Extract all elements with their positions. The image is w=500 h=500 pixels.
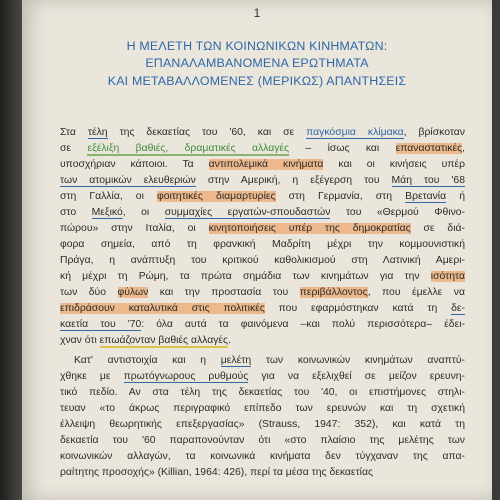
- text-line: στο Μεξικό, οι συμμαχίες εργατών-σπουδαστών του «Θερμού Φθινο-: [60, 207, 465, 218]
- book-page: [22, 0, 492, 500]
- text-line: καετία του '70: όλα αυτά τα φαινόμενα –και πολύ περισσότερα– έδει-: [60, 319, 465, 330]
- chapter-title-line-3: ΚΑΙ ΜΕΤΑΒΑΛΛΟΜΕΝΕΣ (ΜΕΡΙΚΩΣ) ΑΠΑΝΤΗΣΕΙΣ: [107, 74, 407, 88]
- text-line: κοινωνικών αλλαγών, τα κοινωνικά κινήματα δεν τύγχαναν της απα-: [60, 451, 465, 462]
- text-line: χναν ότι επωάζονταν βαθιές αλλαγές.: [60, 335, 231, 346]
- text-line: επιδράσουν καταλυτικά στις πολιτικές που εφαρμόστηκαν κατά τη δε-: [60, 303, 465, 314]
- text-line: φορα σημεία, από τη φρανκική Μαδρίτη μέχρι την κομμουνιστική: [60, 239, 465, 250]
- text-line: χθηκε με πρωτόγνωρους ρυθμούς για να εξελιχθεί σε μείζον ερευνη-: [60, 371, 465, 382]
- text-line: τευαν «το άκρως περιγραφικό επίπεδο των ερευνών και τη σχετική: [60, 403, 465, 414]
- text-line: δεκαετία του '60 παραπονούνταν ότι «στο πλαίσιο της μελέτης των: [60, 435, 465, 446]
- text-line: στη Γαλλία, οι φοιτητικές διαμαρτυρίες στη Γερμανία, στη Βρετανία ή: [60, 191, 465, 202]
- chapter-title-line-2: ΕΠΑΝΑΛΑΜΒΑΝΟΜΕΝΑ ΕΡΩΤΗΜΑΤΑ: [145, 56, 369, 70]
- text-line: των δύο φύλων και την προστασία του περιβάλλοντος, που έμελλε να: [60, 287, 465, 298]
- text-line: σε εξέλιξη βαθιές, δραματικές αλλαγές – ίσως και επαναστατικές,: [60, 143, 465, 154]
- text-line: Πράγα, η ανάπτυξη του κριτικού καθολικισμού στη Λατινική Αμερι-: [60, 255, 465, 266]
- book-spine-shadow: [0, 0, 22, 500]
- text-line: των ατομικών ελευθεριών στην Αμερική, η εξέγερση του Μάη του '68: [60, 175, 465, 186]
- text-line: Κατ' αντιστοιχία και η μελέτη των κοινωνικών κινημάτων αναπτύ-: [74, 355, 465, 366]
- text-line: τικό πεδίο. Αν στα τέλη της δεκαετίας του '40, οι επιστήμονες στηλι-: [60, 387, 465, 398]
- text-line: Στα τέλη της δεκαετίας του '60, και σε παγκόσμια κλίμακα, βρίσκοταν: [60, 127, 465, 138]
- text-line: υποσχήριαν κάποιοι. Τα αντιπολεμικά κινήματα και οι κινήσεις υπέρ: [60, 159, 465, 170]
- page-number: 1: [253, 6, 261, 20]
- text-line: κή μέχρι τη Ρώμη, τα πρώτα σημάδια των κινημάτων για την ισότητα: [60, 271, 465, 282]
- text-line: ραίτητης προσοχής» (Killian, 1964: 426), περί τα μέσα της δεκαετίας: [60, 467, 373, 478]
- chapter-title-line-1: Η ΜΕΛΕΤΗ ΤΩΝ ΚΟΙΝΩΝΙΚΩΝ ΚΙΝΗΜΑΤΩΝ:: [126, 39, 388, 53]
- text-line: έλλειψη θεωρητικής επεξεργασίας» (Strauss, 1947: 352), και κατά τη: [60, 419, 465, 430]
- text-line: πώρου» στην Ιταλία, οι κινητοποιήσεις υπέρ της δημοκρατίας σε διά-: [60, 223, 465, 234]
